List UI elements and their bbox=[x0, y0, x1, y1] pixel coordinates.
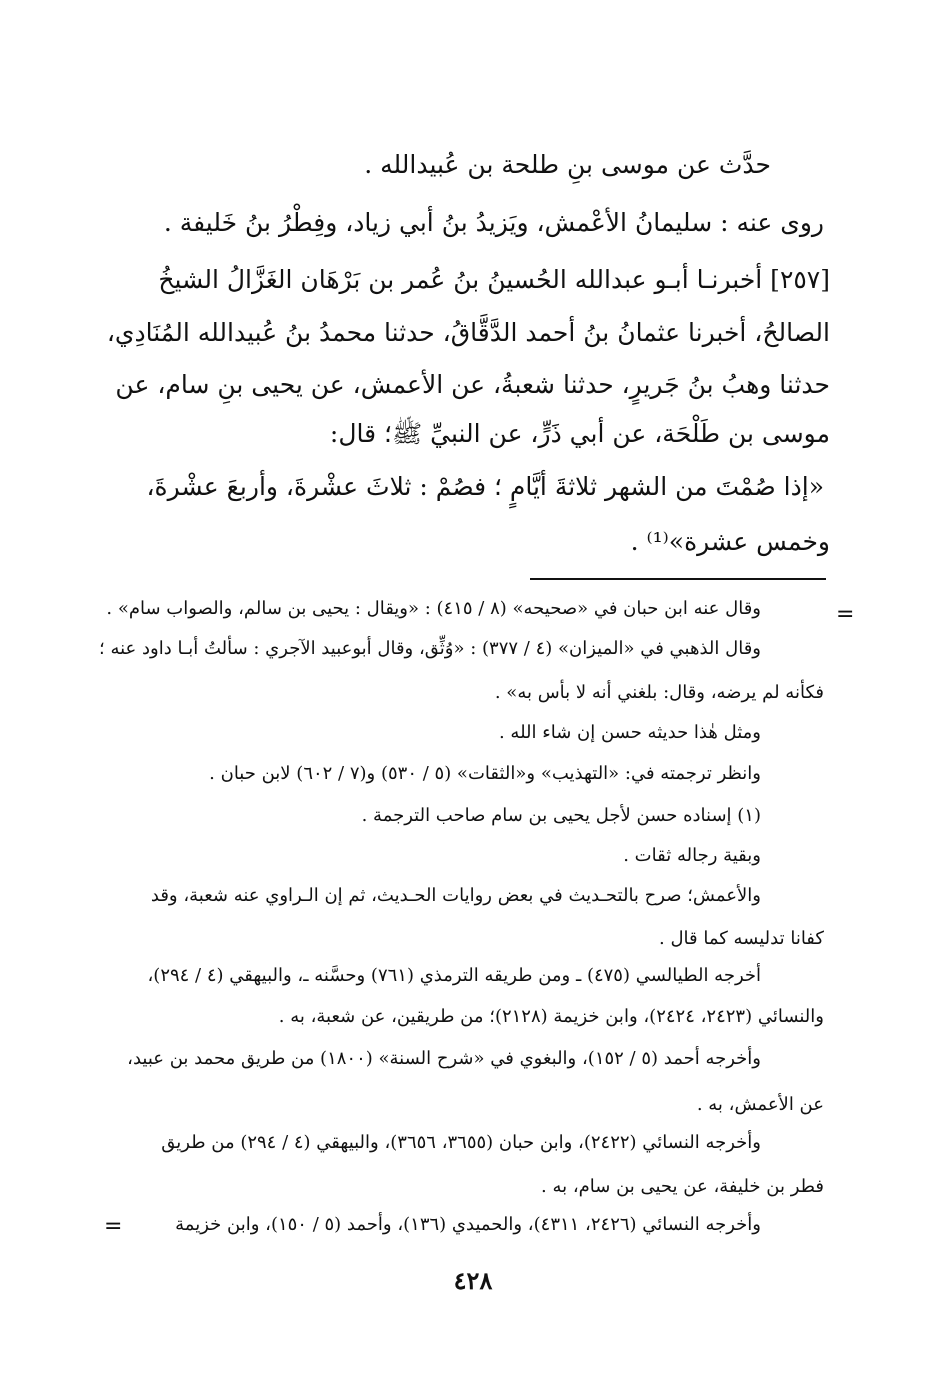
footnote-line: وقال عنه ابن حبان في «صحيحه» (٨ / ٤١٥) : «ويقال : يحيى بن سالم، والصواب سام» . bbox=[106, 598, 761, 619]
page-number: ٤٢٨ bbox=[453, 1266, 493, 1295]
footnote-line: فكأنه لم يرضه، وقال: بلغني أنه لا بأس به» . bbox=[494, 682, 824, 703]
main-text-line: [٢٥٧] أخبرنـا أبـو عبدالله الحُسينُ بنُ عُمر بن بَرْهَان الغَزَّالُ الشيخُ bbox=[158, 265, 830, 294]
footnote-line: وأخرجه أحمد (٥ / ١٥٢)، والبغوي في «شرح السنة» (١٨٠٠) من طريق محمد بن عبيد، bbox=[127, 1048, 761, 1069]
footnote-line: فطر بن خليفة، عن يحيى بن سام، به . bbox=[541, 1176, 824, 1197]
main-text-line: وخمس عشرة»⁽¹⁾ . bbox=[630, 527, 830, 556]
footnote-separator bbox=[530, 578, 826, 580]
main-text-line: الصالحُ، أخبرنا عثمانُ بنُ أحمد الدَّقَّاقُ، حدثنا محمدُ بنُ عُبيدالله المُنَادِي، bbox=[106, 318, 830, 347]
footnote-line: وقال الذهبي في «الميزان» (٤ / ٣٧٧) : «وُثِّق، وقال أبوعبيد الآجري : سألتُ أبـا داود عنه ؛ bbox=[99, 638, 761, 659]
main-text-line: «إذا صُمْتَ من الشهر ثلاثةَ أيَّامٍ ؛ فصُمْ : ثلاثَ عشْرةَ، وأربعَ عشْرةَ، bbox=[146, 472, 824, 501]
footnote-line: ومثل هٰذا حديثه حسن إن شاء الله . bbox=[498, 722, 761, 743]
main-text-line: حدثنا وهبُ بنُ جَريرٍ، حدثنا شعبةُ، عن الأعمش، عن يحيى بنِ سام، عن bbox=[115, 370, 830, 399]
footnote-line: أخرجه الطيالسي (٤٧٥) ـ ومن طريقه الترمذي (٧٦١) وحسَّنه ـ، والبيهقي (٤ / ٢٩٤)، bbox=[147, 965, 761, 986]
footnote-line: وانظر ترجمته في: «التهذيب» و«الثقات» (٥ / ٥٣٠) و(٧ / ٦٠٢) لابن حبان . bbox=[209, 763, 761, 784]
continuation-mark: = bbox=[104, 1214, 123, 1239]
footnote-line: كفانا تدليسه كما قال . bbox=[659, 928, 824, 949]
footnote-line: عن الأعمش، به . bbox=[696, 1094, 824, 1115]
footnote-line: وبقية رجاله ثقات . bbox=[623, 845, 761, 866]
footnote-line: (١) إسناده حسن لأجل يحيى بن سام صاحب الترجمة . bbox=[361, 805, 761, 826]
footnote-line: وأخرجه النسائي (٢٤٢٦، ٤٣١١)، والحميدي (١٣٦)، وأحمد (٥ / ١٥٠)، وابن خزيمة bbox=[175, 1214, 761, 1235]
footnote-line: والأعمش؛ صرح بالتحـديث في بعض روايات الحـديث، ثم إن الـراوي عنه شعبة، وقد bbox=[150, 885, 761, 906]
main-text-line: روى عنه : سليمانُ الأعْمش، ويَزيدُ بنُ أبي زياد، وفِطْرُ بنُ خَليفة . bbox=[163, 208, 824, 237]
main-text-line: موسى بن طَلْحَة، عن أبي ذَرٍّ، عن النبيِّ ﷺ؛ قال: bbox=[329, 419, 830, 448]
footnote-line: والنسائي (٢٤٢٣، ٢٤٢٤)، وابن خزيمة (٢١٢٨)؛ من طريقين، عن شعبة، به . bbox=[278, 1006, 824, 1027]
continuation-mark: = bbox=[836, 602, 855, 627]
footnote-line: وأخرجه النسائي (٢٤٢٢)، وابن حبان (٣٦٥٥، ٣٦٥٦)، والبيهقي (٤ / ٢٩٤) من طريق bbox=[161, 1132, 761, 1153]
main-text-line: حدَّث عن موسى بنِ طلحة بن عُبيدالله . bbox=[364, 150, 771, 179]
